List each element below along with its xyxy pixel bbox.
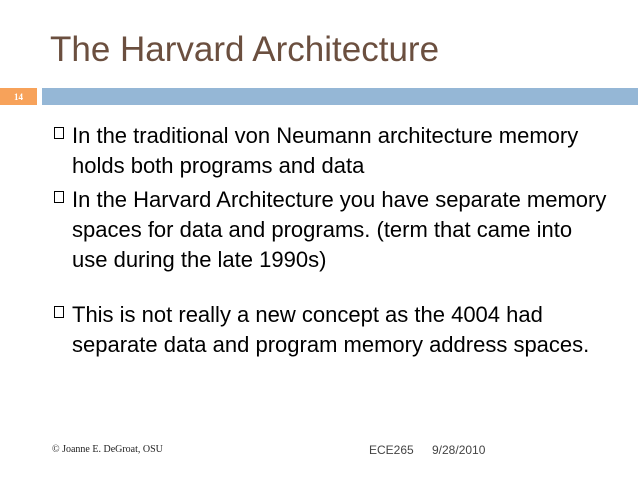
bullet-item <box>48 121 608 181</box>
footer-course: ECE265 <box>369 443 414 457</box>
bullet-list <box>48 121 608 360</box>
bullet-text: In the traditional von Neumann architecture memory holds both programs and data <box>72 123 579 178</box>
square-bullet-icon <box>54 191 64 203</box>
bullet-text: This is not really a new concept as the 4004 had separate data and program memory address spaces. <box>72 302 590 357</box>
bullet-text: In the Harvard Architecture you have separate memory spaces for data and programs. (term that came into use during the late 1990s) <box>72 187 607 272</box>
square-bullet-icon <box>54 127 64 139</box>
bullet-item <box>48 300 608 360</box>
title-divider-bar <box>42 88 638 105</box>
square-bullet-icon <box>54 306 64 318</box>
slide-title: The Harvard Architecture <box>50 30 440 69</box>
footer-date: 9/28/2010 <box>432 443 486 457</box>
slide-number: 14 <box>0 88 37 105</box>
bullet-item <box>48 185 608 275</box>
footer-author: © Joanne E. DeGroat, OSU <box>52 444 163 455</box>
